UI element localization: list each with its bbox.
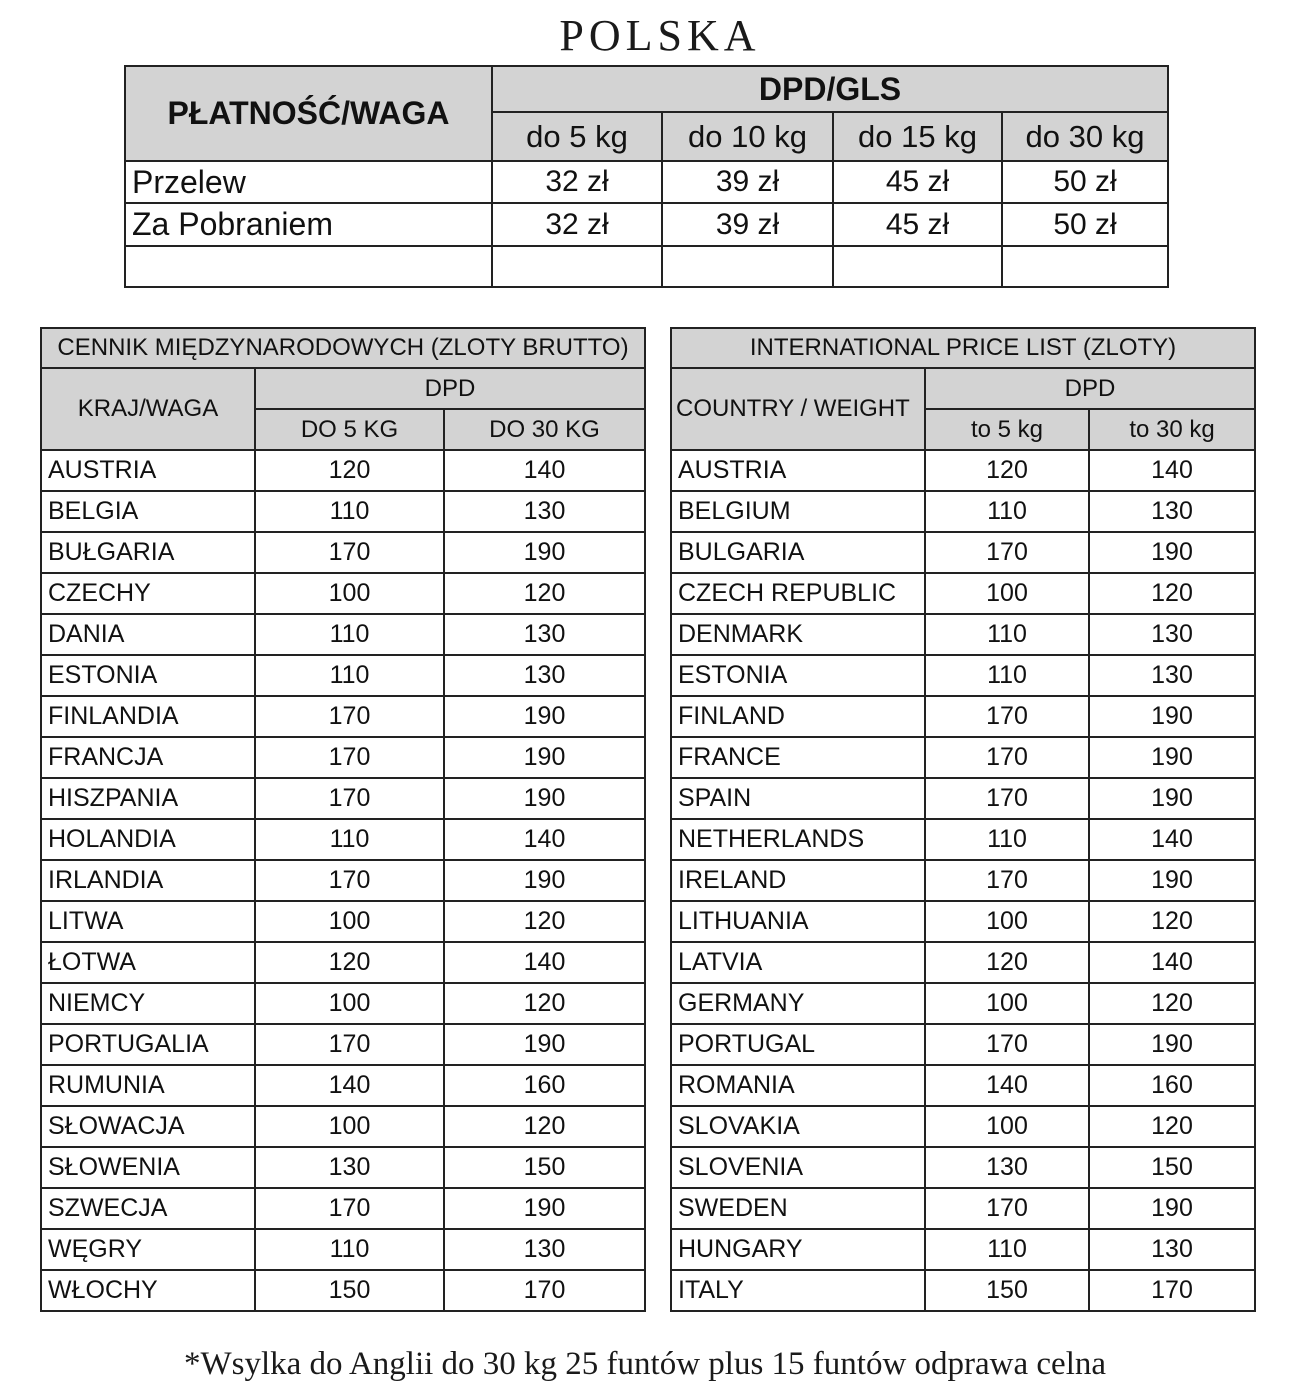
english-international-price-table <box>670 327 1256 1312</box>
price-cell: 190 <box>444 532 645 573</box>
price-cell: 140 <box>1089 819 1255 860</box>
price-cell: 130 <box>1089 655 1255 696</box>
country-name: FINLAND <box>671 696 925 737</box>
table-row <box>671 1229 1255 1270</box>
weight-header: to 30 kg <box>1089 409 1255 450</box>
price-cell: 110 <box>255 491 444 532</box>
page-title: POLSKA <box>559 11 761 60</box>
price-cell: 190 <box>444 778 645 819</box>
country-name: LITHUANIA <box>671 901 925 942</box>
table-row <box>671 778 1255 819</box>
price-cell: 190 <box>1089 737 1255 778</box>
price-cell: 190 <box>1089 860 1255 901</box>
price-cell: 120 <box>444 983 645 1024</box>
weight-header: DO 5 KG <box>255 409 444 450</box>
price-cell: 170 <box>925 1024 1089 1065</box>
weight-header: do 5 kg <box>492 112 662 161</box>
country-name: AUSTRIA <box>671 450 925 491</box>
country-name: RUMUNIA <box>41 1065 255 1106</box>
country-name: ESTONIA <box>671 655 925 696</box>
price-cell: 140 <box>255 1065 444 1106</box>
price-cell: 120 <box>255 450 444 491</box>
price-cell: 50 zł <box>1002 161 1168 203</box>
price-cell: 130 <box>1089 491 1255 532</box>
price-cell: 170 <box>925 1188 1089 1229</box>
price-cell: 150 <box>925 1270 1089 1311</box>
weight-header: do 30 kg <box>1002 112 1168 161</box>
table-row <box>671 696 1255 737</box>
footnote: *Wsylka do Anglii do 30 kg 25 funtów plus 15 funtów odprawa celna <box>183 1346 1107 1382</box>
country-name: BULGARIA <box>671 532 925 573</box>
price-cell: 190 <box>444 737 645 778</box>
price-cell: 110 <box>925 655 1089 696</box>
country-name: BUŁGARIA <box>41 532 255 573</box>
table-row <box>41 696 645 737</box>
table-row <box>671 1270 1255 1311</box>
price-cell: 110 <box>925 614 1089 655</box>
country-name: NETHERLANDS <box>671 819 925 860</box>
table-row <box>41 778 645 819</box>
price-cell: 190 <box>444 1188 645 1229</box>
table-row <box>41 860 645 901</box>
table-row <box>671 819 1255 860</box>
price-cell: 150 <box>1089 1147 1255 1188</box>
country-name: ROMANIA <box>671 1065 925 1106</box>
price-cell: 190 <box>1089 1188 1255 1229</box>
table-row <box>671 983 1255 1024</box>
country-name: HUNGARY <box>671 1229 925 1270</box>
price-cell: 110 <box>255 655 444 696</box>
table-caption: INTERNATIONAL PRICE LIST (ZLOTY) <box>671 328 1255 368</box>
table-row <box>41 450 645 491</box>
price-cell: 140 <box>444 942 645 983</box>
price-cell: 45 zł <box>833 203 1002 246</box>
table-row <box>41 942 645 983</box>
price-cell: 170 <box>444 1270 645 1311</box>
price-cell: 170 <box>255 1188 444 1229</box>
price-cell: 170 <box>255 1024 444 1065</box>
country-name: IRLANDIA <box>41 860 255 901</box>
country-name: DANIA <box>41 614 255 655</box>
domestic-price-table <box>124 65 1169 288</box>
price-cell: 100 <box>255 983 444 1024</box>
country-weight-header: KRAJ/WAGA <box>41 368 255 450</box>
country-name: IRELAND <box>671 860 925 901</box>
table-row <box>671 1065 1255 1106</box>
price-cell: 120 <box>444 573 645 614</box>
country-name: SLOVENIA <box>671 1147 925 1188</box>
price-cell: 140 <box>1089 942 1255 983</box>
price-cell: 130 <box>444 614 645 655</box>
price-cell: 100 <box>255 901 444 942</box>
price-cell: 130 <box>925 1147 1089 1188</box>
price-cell: 160 <box>1089 1065 1255 1106</box>
country-name: NIEMCY <box>41 983 255 1024</box>
price-cell: 100 <box>255 1106 444 1147</box>
country-name: WŁOCHY <box>41 1270 255 1311</box>
price-cell: 130 <box>255 1147 444 1188</box>
weight-header: do 10 kg <box>662 112 833 161</box>
country-name: AUSTRIA <box>41 450 255 491</box>
price-cell: 140 <box>1089 450 1255 491</box>
price-cell: 170 <box>255 860 444 901</box>
country-name: PORTUGALIA <box>41 1024 255 1065</box>
payment-weight-header: PŁATNOŚĆ/WAGA <box>125 66 492 161</box>
carrier-header: DPD <box>255 368 645 409</box>
price-cell: 140 <box>444 450 645 491</box>
table-row <box>41 1024 645 1065</box>
price-cell: 170 <box>255 737 444 778</box>
table-row <box>671 532 1255 573</box>
price-cell: 50 zł <box>1002 203 1168 246</box>
country-name: LATVIA <box>671 942 925 983</box>
price-cell: 170 <box>1089 1270 1255 1311</box>
price-cell: 190 <box>1089 1024 1255 1065</box>
price-cell: 130 <box>1089 614 1255 655</box>
country-name: SZWECJA <box>41 1188 255 1229</box>
country-name: SPAIN <box>671 778 925 819</box>
table-row <box>671 1147 1255 1188</box>
table-row <box>671 491 1255 532</box>
country-name: ŁOTWA <box>41 942 255 983</box>
price-cell: 170 <box>925 737 1089 778</box>
price-cell: 170 <box>925 696 1089 737</box>
table-caption: CENNIK MIĘDZYNARODOWYCH (ZLOTY BRUTTO) <box>41 328 645 368</box>
price-cell: 160 <box>444 1065 645 1106</box>
table-row <box>41 491 645 532</box>
price-cell: 100 <box>925 901 1089 942</box>
table-row <box>125 161 1168 203</box>
table-row <box>671 860 1255 901</box>
table-row <box>671 573 1255 614</box>
price-cell: 140 <box>444 819 645 860</box>
weight-header: do 15 kg <box>833 112 1002 161</box>
table-row <box>41 614 645 655</box>
price-cell: 120 <box>444 901 645 942</box>
price-cell: 120 <box>255 942 444 983</box>
price-cell: 130 <box>1089 1229 1255 1270</box>
country-name: BELGIA <box>41 491 255 532</box>
price-cell: 110 <box>255 819 444 860</box>
table-row <box>41 819 645 860</box>
country-name: SWEDEN <box>671 1188 925 1229</box>
country-name: HISZPANIA <box>41 778 255 819</box>
country-name: DENMARK <box>671 614 925 655</box>
country-name: ESTONIA <box>41 655 255 696</box>
country-name: FINLANDIA <box>41 696 255 737</box>
country-name: PORTUGAL <box>671 1024 925 1065</box>
price-cell: 100 <box>925 573 1089 614</box>
country-name: SLOVAKIA <box>671 1106 925 1147</box>
table-row <box>41 532 645 573</box>
price-cell: 190 <box>1089 696 1255 737</box>
price-cell: 170 <box>925 778 1089 819</box>
price-cell: 110 <box>925 491 1089 532</box>
price-cell: 170 <box>255 778 444 819</box>
table-row <box>41 1147 645 1188</box>
price-cell: 150 <box>255 1270 444 1311</box>
price-cell: 130 <box>444 655 645 696</box>
table-row <box>671 1106 1255 1147</box>
weight-header: DO 30 KG <box>444 409 645 450</box>
country-name: FRANCJA <box>41 737 255 778</box>
table-row <box>41 573 645 614</box>
price-cell: 39 zł <box>662 161 833 203</box>
table-row <box>671 450 1255 491</box>
polish-international-price-table <box>40 327 646 1312</box>
price-cell: 100 <box>255 573 444 614</box>
price-cell: 45 zł <box>833 161 1002 203</box>
country-name: ITALY <box>671 1270 925 1311</box>
price-cell: 120 <box>1089 901 1255 942</box>
price-cell: 190 <box>1089 778 1255 819</box>
table-row <box>41 737 645 778</box>
table-row <box>125 203 1168 246</box>
price-cell: 110 <box>255 1229 444 1270</box>
price-cell: 190 <box>444 696 645 737</box>
price-cell: 170 <box>925 860 1089 901</box>
price-cell: 110 <box>925 1229 1089 1270</box>
table-row <box>41 1229 645 1270</box>
table-row <box>671 901 1255 942</box>
price-cell: 170 <box>255 532 444 573</box>
country-name: WĘGRY <box>41 1229 255 1270</box>
country-name: BELGIUM <box>671 491 925 532</box>
country-name: HOLANDIA <box>41 819 255 860</box>
price-cell: 110 <box>255 614 444 655</box>
country-name: LITWA <box>41 901 255 942</box>
country-name: GERMANY <box>671 983 925 1024</box>
table-row <box>671 655 1255 696</box>
table-row <box>671 737 1255 778</box>
table-row <box>41 655 645 696</box>
price-cell: 120 <box>444 1106 645 1147</box>
country-name: SŁOWENIA <box>41 1147 255 1188</box>
price-cell: 32 zł <box>492 203 662 246</box>
price-cell: 130 <box>444 491 645 532</box>
price-cell: 120 <box>1089 983 1255 1024</box>
price-cell: 150 <box>444 1147 645 1188</box>
price-cell: 130 <box>444 1229 645 1270</box>
price-cell: 100 <box>925 983 1089 1024</box>
price-cell: 170 <box>255 696 444 737</box>
price-cell: 190 <box>1089 532 1255 573</box>
price-cell: 32 zł <box>492 161 662 203</box>
country-name: CZECH REPUBLIC <box>671 573 925 614</box>
country-name: CZECHY <box>41 573 255 614</box>
price-cell: 39 zł <box>662 203 833 246</box>
weight-header: to 5 kg <box>925 409 1089 450</box>
country-weight-header: COUNTRY / WEIGHT <box>671 368 925 450</box>
table-row <box>41 1188 645 1229</box>
country-name: FRANCE <box>671 737 925 778</box>
price-cell: 120 <box>925 942 1089 983</box>
payment-method: Przelew <box>125 161 492 203</box>
table-row <box>671 1188 1255 1229</box>
table-row <box>671 614 1255 655</box>
table-row <box>671 1024 1255 1065</box>
table-row <box>41 1065 645 1106</box>
carrier-header: DPD <box>925 368 1255 409</box>
price-cell: 120 <box>925 450 1089 491</box>
price-cell: 170 <box>925 532 1089 573</box>
price-cell: 120 <box>1089 1106 1255 1147</box>
table-row <box>41 1270 645 1311</box>
empty-row <box>125 246 1168 287</box>
table-row <box>671 942 1255 983</box>
price-cell: 190 <box>444 860 645 901</box>
price-cell: 140 <box>925 1065 1089 1106</box>
price-cell: 120 <box>1089 573 1255 614</box>
price-cell: 100 <box>925 1106 1089 1147</box>
price-cell: 110 <box>925 819 1089 860</box>
table-row <box>41 1106 645 1147</box>
carrier-header: DPD/GLS <box>492 66 1168 112</box>
payment-method: Za Pobraniem <box>125 203 492 246</box>
country-name: SŁOWACJA <box>41 1106 255 1147</box>
table-row <box>41 983 645 1024</box>
price-cell: 190 <box>444 1024 645 1065</box>
table-row <box>41 901 645 942</box>
